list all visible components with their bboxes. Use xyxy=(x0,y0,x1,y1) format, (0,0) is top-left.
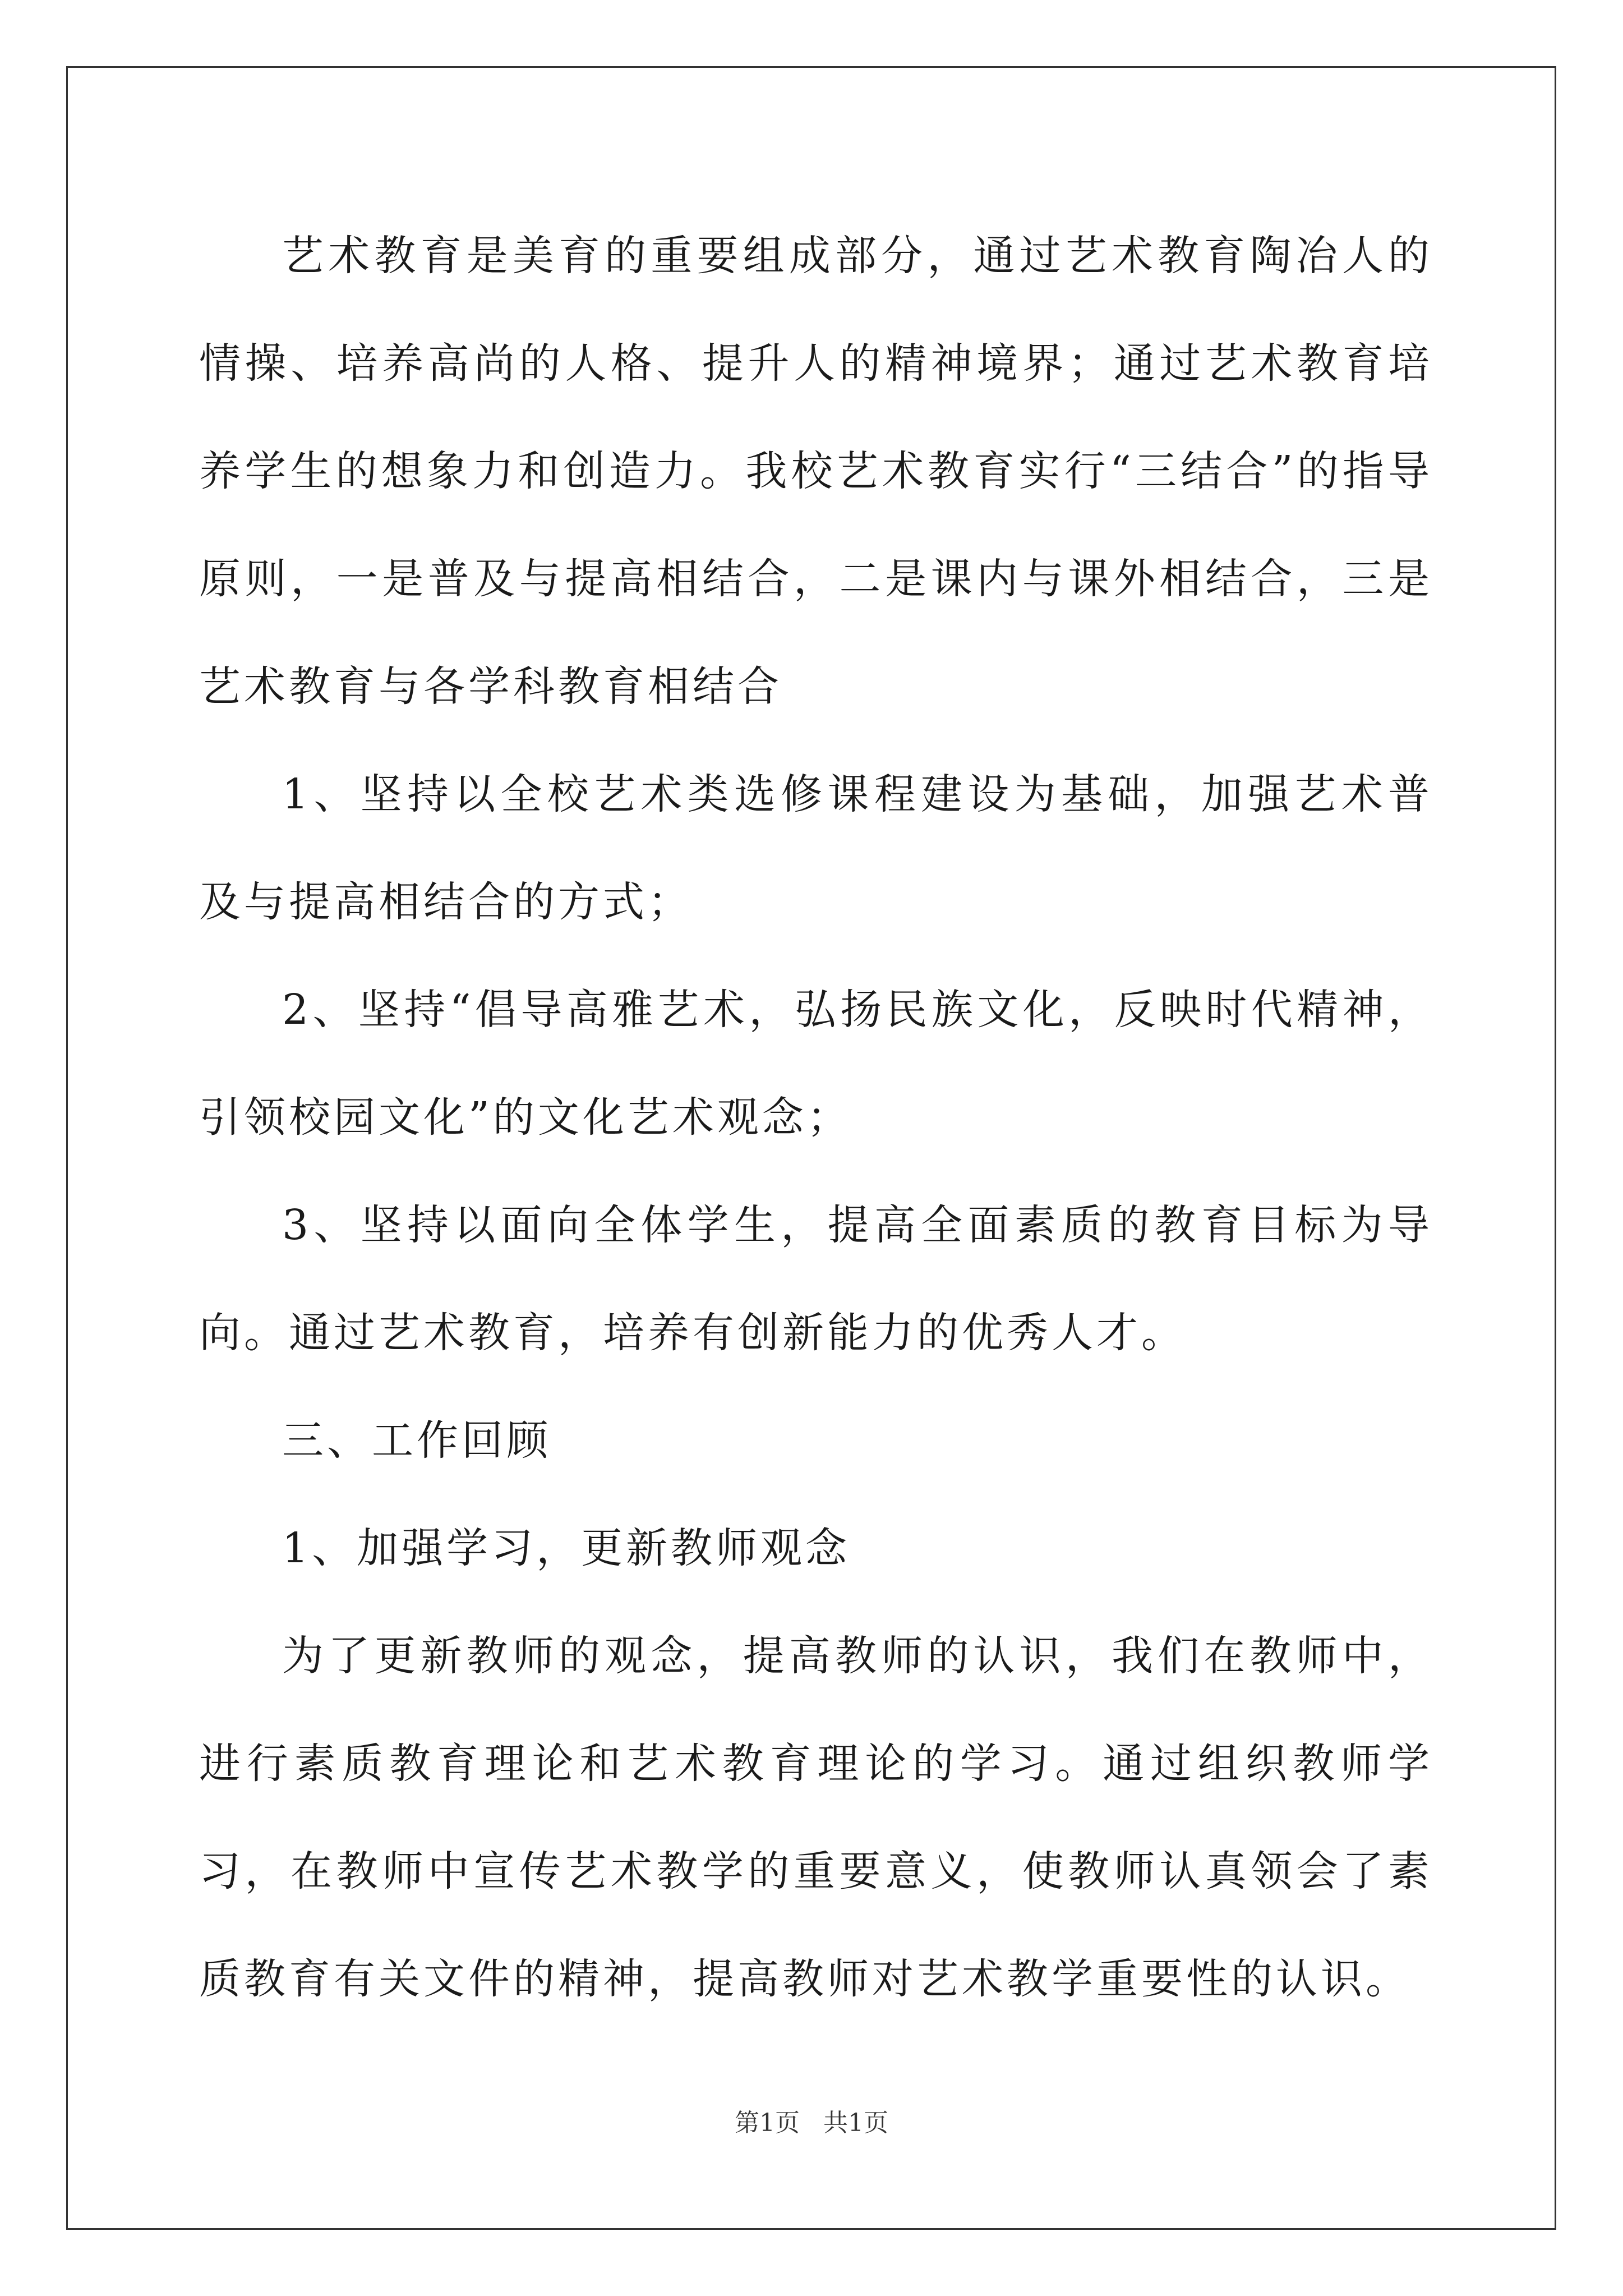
paragraph-study: 为了更新教师的观念，提高教师的认识，我们在教师中，进行素质教育理论和艺术教育理论的学习。通过组织教师学习，在教师中宣传艺术教学的重要意义，使教师认真领会了素质教育有关文件的精神，提高教师对艺术教学重要性的认识。 xyxy=(199,1632,1433,2003)
page-number: 第1页 xyxy=(735,2109,800,2137)
document-body xyxy=(199,202,1433,2033)
paragraph-point-3: 3、坚持以面向全体学生，提高全面素质的教育目标为导向。通过艺术教育，培养有创新能力的优秀人才。 xyxy=(199,1201,1433,1357)
subheading-study: 1、加强学习，更新教师观念 xyxy=(282,1524,851,1572)
paragraph-point-2: 2、坚持“倡导高雅艺术，弘扬民族文化，反映时代精神，引领校园文化”的文化艺术观念； xyxy=(199,986,1433,1142)
page-footer xyxy=(0,2102,1623,2138)
paragraph-point-1: 1、坚持以全校艺术类选修课程建设为基础，加强艺术普及与提高相结合的方式； xyxy=(199,770,1433,926)
section-heading-review: 三、工作回顾 xyxy=(282,1416,551,1465)
page-total: 共1页 xyxy=(823,2109,888,2137)
paragraph-intro: 艺术教育是美育的重要组成部分，通过艺术教育陶冶人的情操、培养高尚的人格、提升人的精神境界；通过艺术教育培养学生的想象力和创造力。我校艺术教育实行“三结合”的指导原则，一是普及与提高相结合，二是课内与课外相结合，三是艺术教育与各学科教育相结合 xyxy=(199,232,1433,711)
